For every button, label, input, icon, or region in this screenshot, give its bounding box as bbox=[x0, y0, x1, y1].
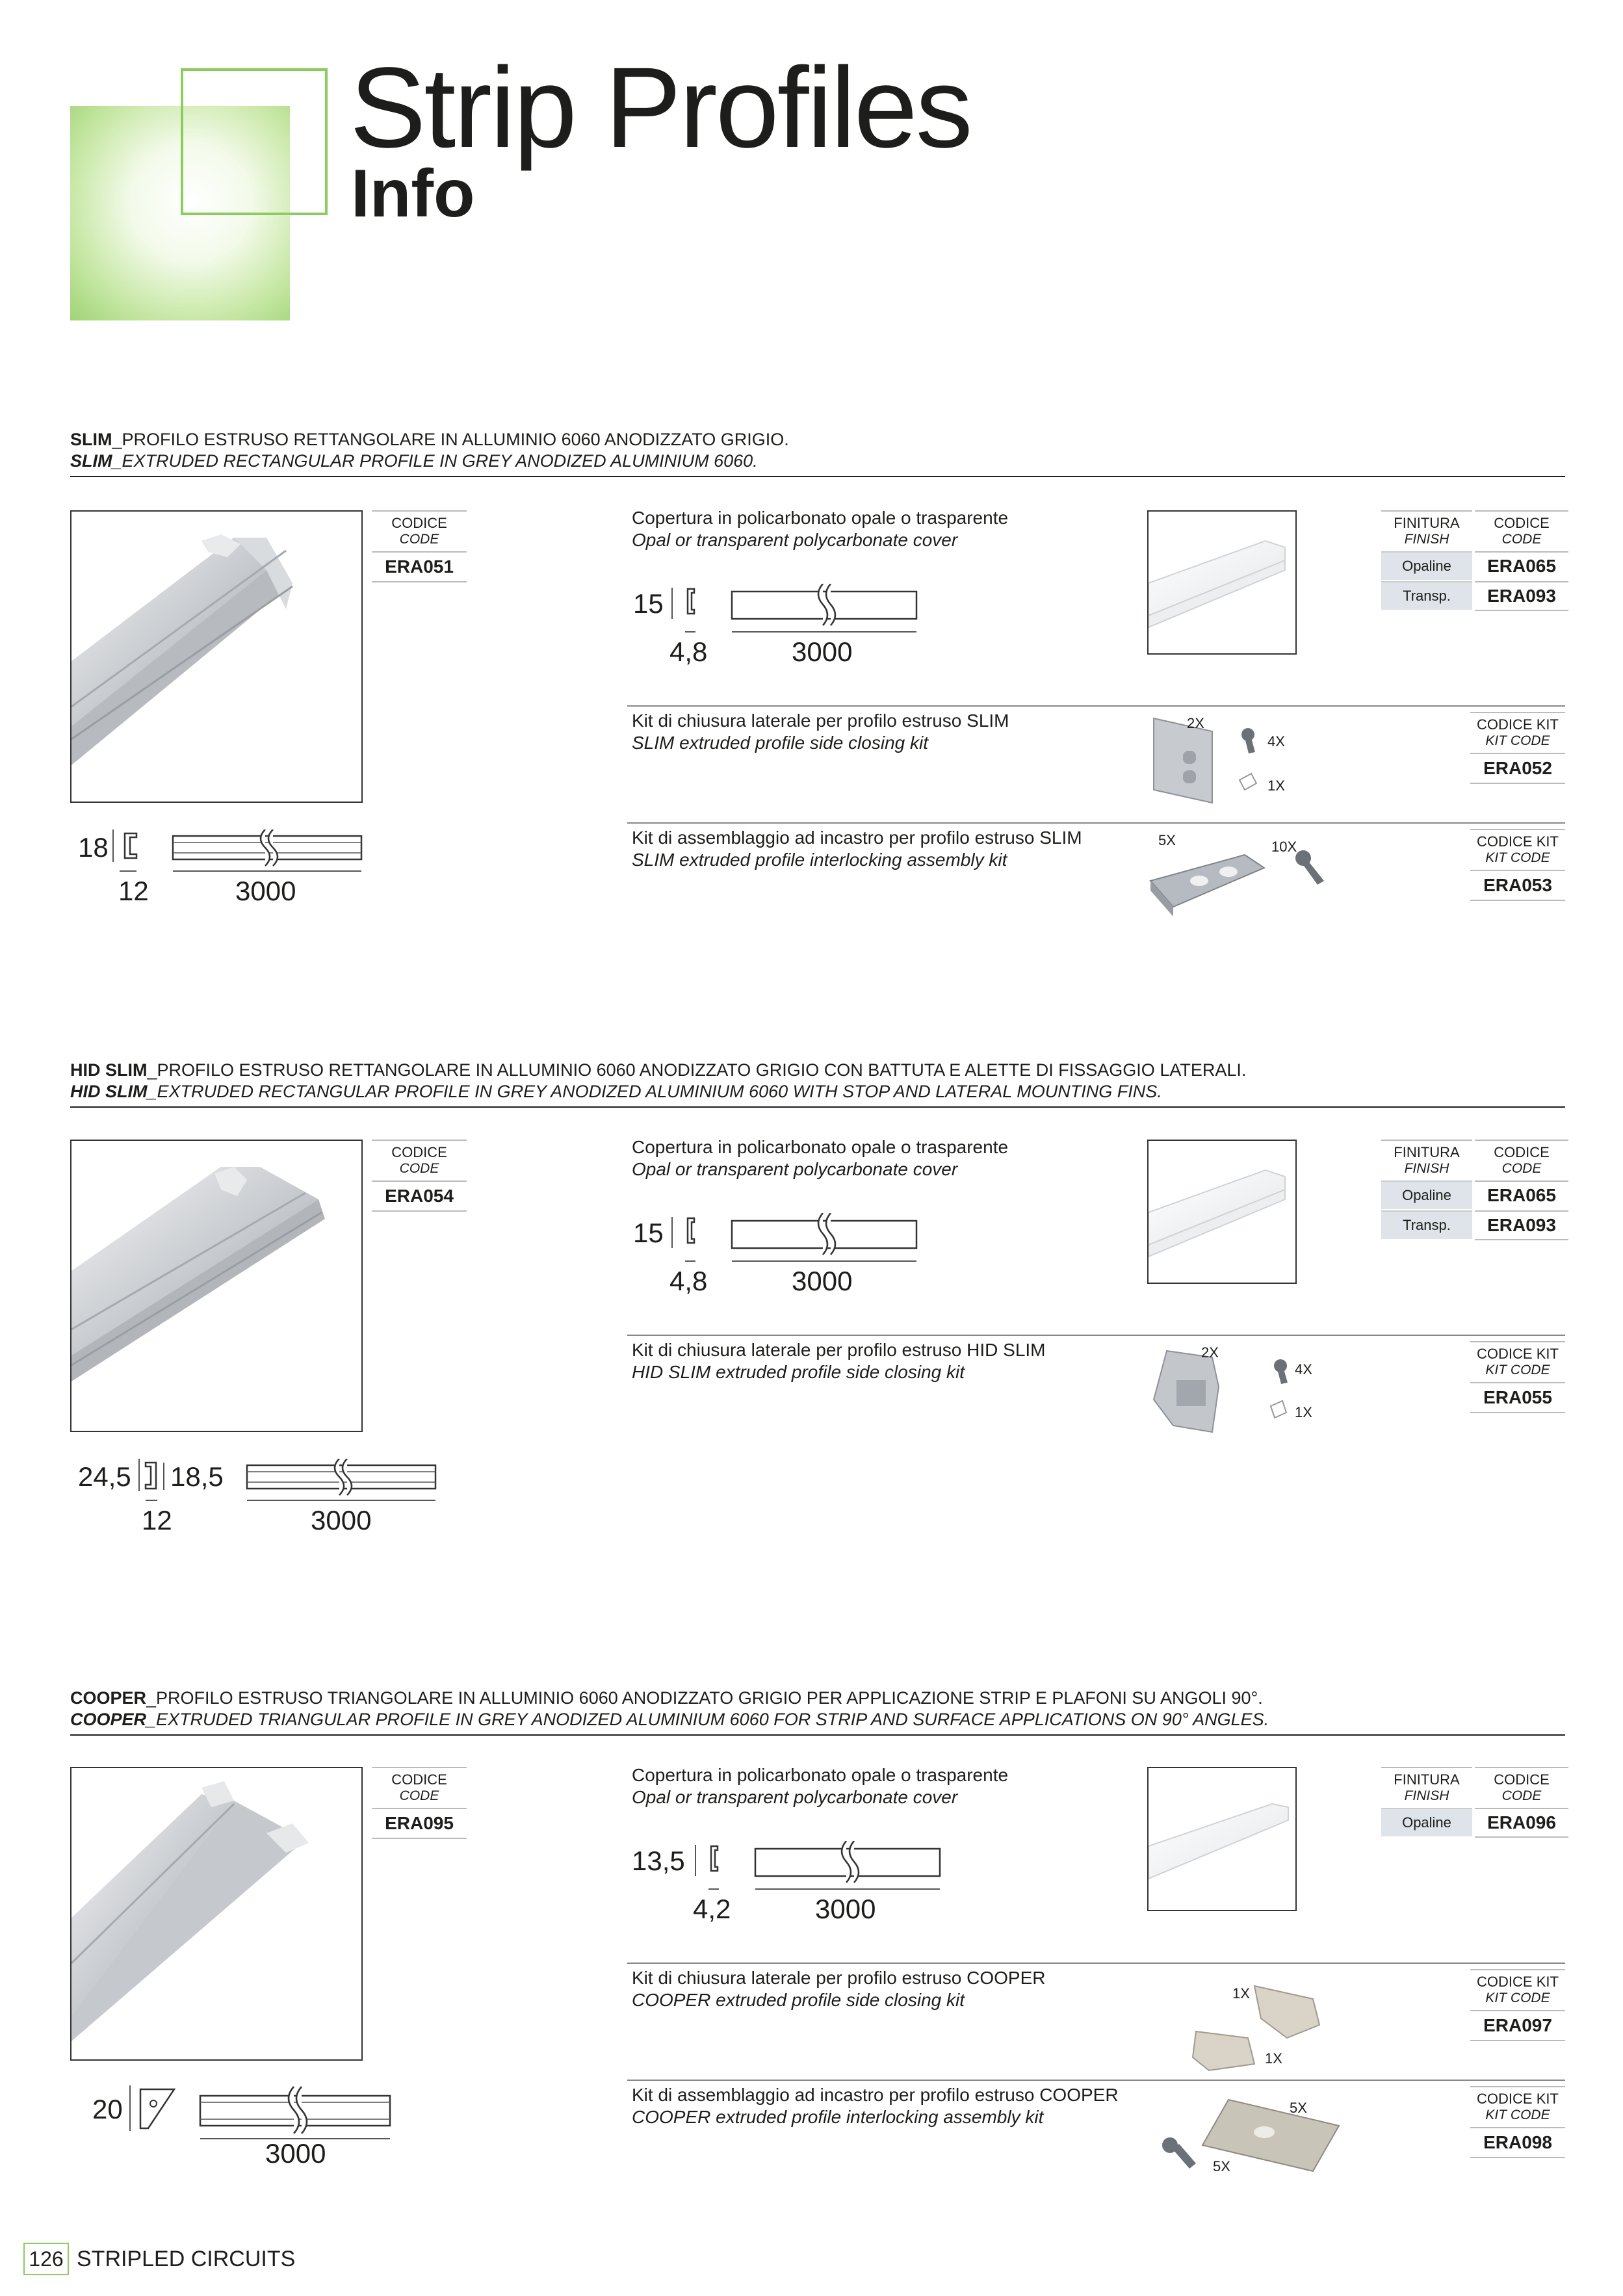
hid-slim-code-box: CODICE CODE ERA054 bbox=[372, 1140, 467, 1212]
cooper-assembly-kit-desc: Kit di assemblaggio ad incastro per profilo estruso COOPER COOPER extruded profile interlocking assembly kit bbox=[632, 2085, 1119, 2127]
section-slim-heading: SLIM_PROFILO ESTRUSO RETTANGOLARE IN ALLUMINIO 6060 ANODIZZATO GRIGIO. SLIM_EXTRUDED RECTANGULAR PROFILE IN GREY ANODIZED ALUMINIUM 6060. bbox=[70, 430, 789, 471]
slim-assembly-kit-desc: Kit di assemblaggio ad incastro per profilo estruso SLIM SLIM extruded profile interlocking assembly kit bbox=[632, 828, 1082, 870]
slim-finish-table: FINITURA FINISH CODICE CODE Opaline ERA065 Transp. ERA093 bbox=[1381, 510, 1568, 611]
finish-code: ERA093 bbox=[1475, 1210, 1568, 1239]
finish-code: ERA093 bbox=[1475, 581, 1568, 610]
hid-slim-closing-kit-desc: Kit di chiusura laterale per profilo estruso HID SLIM HID SLIM extruded profile side closing kit bbox=[632, 1340, 1046, 1382]
hid-slim-dim-height: 24,5 bbox=[78, 1461, 131, 1492]
slim-dim-length: 3000 bbox=[235, 876, 296, 906]
slim-dim-height: 18 bbox=[78, 832, 109, 863]
header-outline-square bbox=[181, 68, 328, 215]
section-cooper-rule bbox=[70, 1734, 1565, 1736]
cooper-cover-desc: Copertura in policarbonato opale o trasparente Opal or transparent polycarbonate cover bbox=[632, 1765, 1009, 1807]
page-title: Strip Profiles bbox=[350, 44, 971, 172]
finish-opaline: Opaline bbox=[1381, 1181, 1472, 1209]
hid-slim-dim-height2: 18,5 bbox=[170, 1461, 224, 1492]
cooper-cover-length: 3000 bbox=[815, 1894, 876, 1924]
slim-cover-width: 4,8 bbox=[669, 636, 708, 667]
cooper-cover-height: 13,5 bbox=[632, 1846, 685, 1876]
slim-cover-height: 15 bbox=[633, 588, 664, 619]
slim-dim-width: 12 bbox=[118, 876, 149, 906]
cooper-dim-length: 3000 bbox=[265, 2138, 326, 2169]
hid-slim-closing-kit-image bbox=[1147, 1341, 1297, 1445]
divider bbox=[627, 1335, 1565, 1336]
finish-code: ERA096 bbox=[1475, 1808, 1568, 1836]
slim-closing-kit-image bbox=[1147, 712, 1297, 809]
hid-slim-cover-width: 4,8 bbox=[669, 1266, 708, 1296]
finish-transp: Transp. bbox=[1381, 1210, 1472, 1239]
hid-slim-profile-photo bbox=[70, 1140, 363, 1432]
divider bbox=[627, 705, 1565, 707]
hid-slim-cover-height: 15 bbox=[633, 1218, 664, 1248]
cooper-cover-drawing bbox=[693, 1841, 946, 1899]
hid-slim-dim-length: 3000 bbox=[311, 1505, 372, 1535]
finish-opaline: Opaline bbox=[1381, 551, 1472, 580]
cooper-dim-drawing bbox=[127, 2084, 400, 2143]
hid-slim-cover-drawing bbox=[669, 1213, 923, 1272]
cooper-closing-kit-code-box: CODICE KIT KIT CODE ERA097 bbox=[1470, 1969, 1565, 2041]
page-number: 126 bbox=[23, 2243, 69, 2275]
slim-code: ERA051 bbox=[372, 551, 467, 582]
finish-transp: Transp. bbox=[1381, 581, 1472, 610]
cooper-code: ERA095 bbox=[372, 1808, 467, 1839]
cooper-cover-photo bbox=[1147, 1767, 1297, 1911]
hid-slim-cover-desc: Copertura in policarbonato opale o trasparente Opal or transparent polycarbonate cover bbox=[632, 1137, 1009, 1179]
cooper-assembly-kit-image bbox=[1150, 2087, 1345, 2184]
slim-cover-drawing bbox=[669, 584, 923, 642]
cooper-dim-height: 20 bbox=[92, 2094, 123, 2124]
hid-slim-cover-length: 3000 bbox=[792, 1266, 853, 1296]
cooper-cover-width: 4,2 bbox=[693, 1894, 731, 1924]
slim-cover-desc: Copertura in policarbonato opale o trasparente Opal or transparent polycarbonate cover bbox=[632, 508, 1009, 550]
finish-code: ERA065 bbox=[1475, 551, 1568, 580]
divider bbox=[627, 2080, 1565, 2081]
finish-opaline: Opaline bbox=[1381, 1808, 1472, 1836]
cooper-code-box: CODICE CODE ERA095 bbox=[372, 1767, 467, 1839]
slim-profile-photo bbox=[70, 510, 363, 803]
hid-slim-dim-width: 12 bbox=[142, 1505, 172, 1535]
cooper-closing-kit-image bbox=[1189, 1973, 1332, 2083]
hid-slim-closing-kit-code-box: CODICE KIT KIT CODE ERA055 bbox=[1470, 1341, 1565, 1413]
cooper-finish-table: FINITURA FINISH CODICE CODE Opaline ERA096 bbox=[1381, 1767, 1568, 1838]
page-subtitle: Info bbox=[351, 156, 475, 231]
footer-text: STRIPLED CIRCUITS bbox=[77, 2247, 296, 2271]
section-slim-rule bbox=[70, 476, 1565, 477]
divider bbox=[627, 822, 1565, 824]
section-hid-slim-heading: HID SLIM_PROFILO ESTRUSO RETTANGOLARE IN ALLUMINIO 6060 ANODIZZATO GRIGIO CON BATTUTA E ALETTE DI FISSAGGIO LATERALI. HID SLIM_EXTRUDED RECTANGULAR PROFILE IN GREY ANODIZED ALUMINIUM 6060 WITH STOP AND LATERAL MOUNTING FINS. bbox=[70, 1060, 1247, 1101]
hid-slim-cover-photo bbox=[1147, 1140, 1297, 1284]
divider bbox=[627, 1963, 1565, 1964]
slim-assembly-kit-code-box: CODICE KIT KIT CODE ERA053 bbox=[1470, 829, 1565, 901]
hid-slim-finish-table: FINITURA FINISH CODICE CODE Opaline ERA065 Transp. ERA093 bbox=[1381, 1140, 1568, 1240]
cooper-closing-kit-desc: Kit di chiusura laterale per profilo estruso COOPER COOPER extruded profile side closing kit bbox=[632, 1968, 1046, 2010]
slim-closing-kit-desc: Kit di chiusura laterale per profilo estruso SLIM SLIM extruded profile side closing kit bbox=[632, 711, 1009, 753]
section-cooper-heading: COOPER_PROFILO ESTRUSO TRIANGOLARE IN ALLUMINIO 6060 ANODIZZATO GRIGIO PER APPLICAZIONE STRIP E PLAFONI SU ANGOLI 90°. COOPER_EXTRUDED TRIANGULAR PROFILE IN GREY ANODIZED ALUMINIUM 6060 FOR STRIP AND SURFACE APPLICATIONS ON 90° ANGLES. bbox=[70, 1688, 1269, 1729]
cooper-profile-photo bbox=[70, 1767, 363, 2061]
slim-cover-length: 3000 bbox=[792, 636, 853, 667]
slim-closing-kit-code-box: CODICE KIT KIT CODE ERA052 bbox=[1470, 712, 1565, 784]
hid-slim-code: ERA054 bbox=[372, 1181, 467, 1212]
section-hid-slim-rule bbox=[70, 1106, 1565, 1108]
slim-cover-photo bbox=[1147, 510, 1297, 655]
cooper-assembly-kit-code-box: CODICE KIT KIT CODE ERA098 bbox=[1470, 2086, 1565, 2158]
finish-code: ERA065 bbox=[1475, 1181, 1568, 1209]
slim-code-box: CODICE CODE ERA051 bbox=[372, 510, 467, 582]
